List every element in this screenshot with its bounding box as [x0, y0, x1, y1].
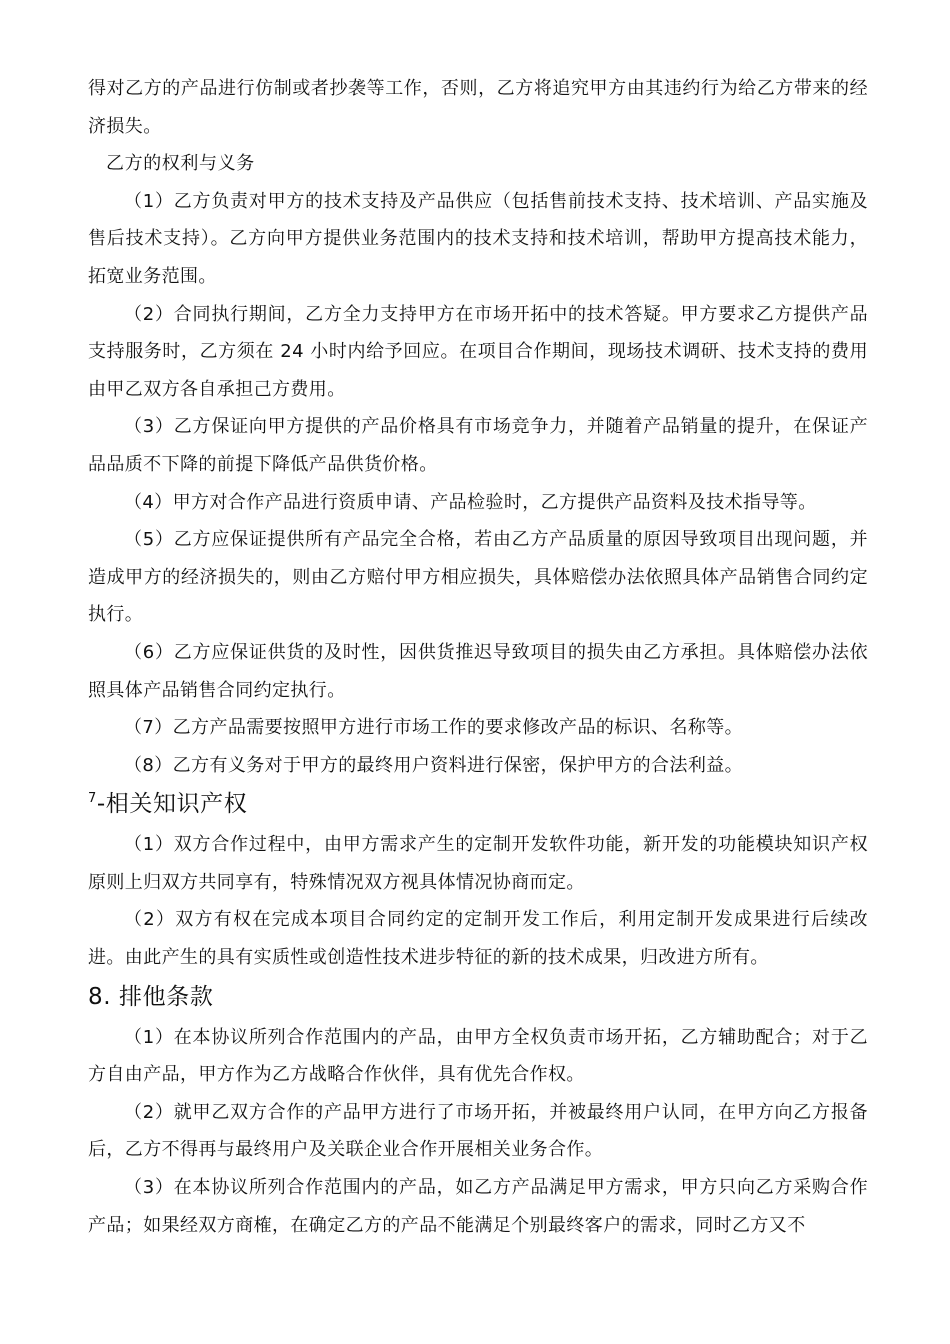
party-b-clause-6: （6）乙方应保证供货的及时性，因供货推迟导致项目的损失由乙方承担。具体赔偿办法依照具体产品销售合同约定执行。 — [88, 641, 868, 701]
party-b-clause-3: （3）乙方保证向甲方提供的产品价格具有市场竞争力，并随着产品销量的提升，在保证产品品质不下降的前提下降低产品供货价格。 — [88, 416, 868, 475]
party-b-clause-5: （5）乙方应保证提供所有产品完全合格，若由乙方产品质量的原因导致项目出现问题，并造成甲方的经济损失的，则由乙方赔付甲方相应损失，具体赔偿办法依照具体产品销售合同约定执行。 — [88, 529, 868, 626]
exclusive-clause-3: （3）在本协议所列合作范围内的产品，如乙方产品满足甲方需求，甲方只向乙方采购合作产品；如果经双方商榷，在确定乙方的产品不能满足个别最终客户的需求，同时乙方又不 — [88, 1177, 868, 1236]
party-b-clause-8: （8）乙方有义务对于甲方的最终用户资料进行保密，保护甲方的合法利益。 — [124, 754, 744, 776]
party-b-clause-7: （7）乙方产品需要按照甲方进行市场工作的要求修改产品的标识、名称等。 — [124, 717, 744, 739]
exclusive-clause-1: （1）在本协议所列合作范围内的产品，由甲方全权负责市场开拓，乙方辅助配合；对于乙方自由产品，甲方作为乙方战略合作伙伴，具有优先合作权。 — [88, 1026, 868, 1086]
party-b-clause-1: （1）乙方负责对甲方的技术支持及产品供应（包括售前技术支持、技术培训、产品实施及售后技术支持）。乙方向甲方提供业务范围内的技术支持和技术培训，帮助甲方提高技术能力，拓宽业务范围。 — [88, 190, 868, 287]
party-b-clause-2: （2）合同执行期间，乙方全力支持甲方在市场开拓中的技术答疑。甲方要求乙方提供产品支持服务时，乙方须在 24 小时内给予回应。在项目合作期间，现场技术调研、技术支持的费用由甲乙双方各自承担己方费用。 — [88, 303, 868, 400]
section-7-number: 7 — [88, 791, 97, 807]
continued-paragraph: 得对乙方的产品进行仿制或者抄袭等工作，否则，乙方将追究甲方由其违约行为给乙方带来的经济损失。 — [88, 78, 868, 137]
section-8-heading: 8. 排他条款 — [88, 983, 214, 1010]
section-7-heading — [88, 788, 868, 820]
document-body — [88, 70, 868, 1244]
ip-clause-1: （1）双方合作过程中，由甲方需求产生的定制开发软件功能，新开发的功能模块知识产权原则上归双方共同享有，特殊情况双方视具体情况协商而定。 — [88, 834, 868, 893]
ip-clause-2: （2）双方有权在完成本项目合同约定的定制开发工作后，利用定制开发成果进行后续改进。由此产生的具有实质性或创造性技术进步特征的新的技术成果，归改进方所有。 — [88, 909, 868, 969]
section-7-title: -相关知识产权 — [96, 791, 248, 818]
exclusive-clause-2: （2）就甲乙双方合作的产品甲方进行了市场开拓，并被最终用户认同，在甲方向乙方报备后，乙方不得再与最终用户及关联企业合作开展相关业务合作。 — [88, 1101, 868, 1161]
subsection-title: 乙方的权利与义务 — [106, 153, 255, 175]
party-b-clause-4: （4）甲方对合作产品进行资质申请、产品检验时，乙方提供产品资料及技术指导等。 — [124, 491, 817, 513]
